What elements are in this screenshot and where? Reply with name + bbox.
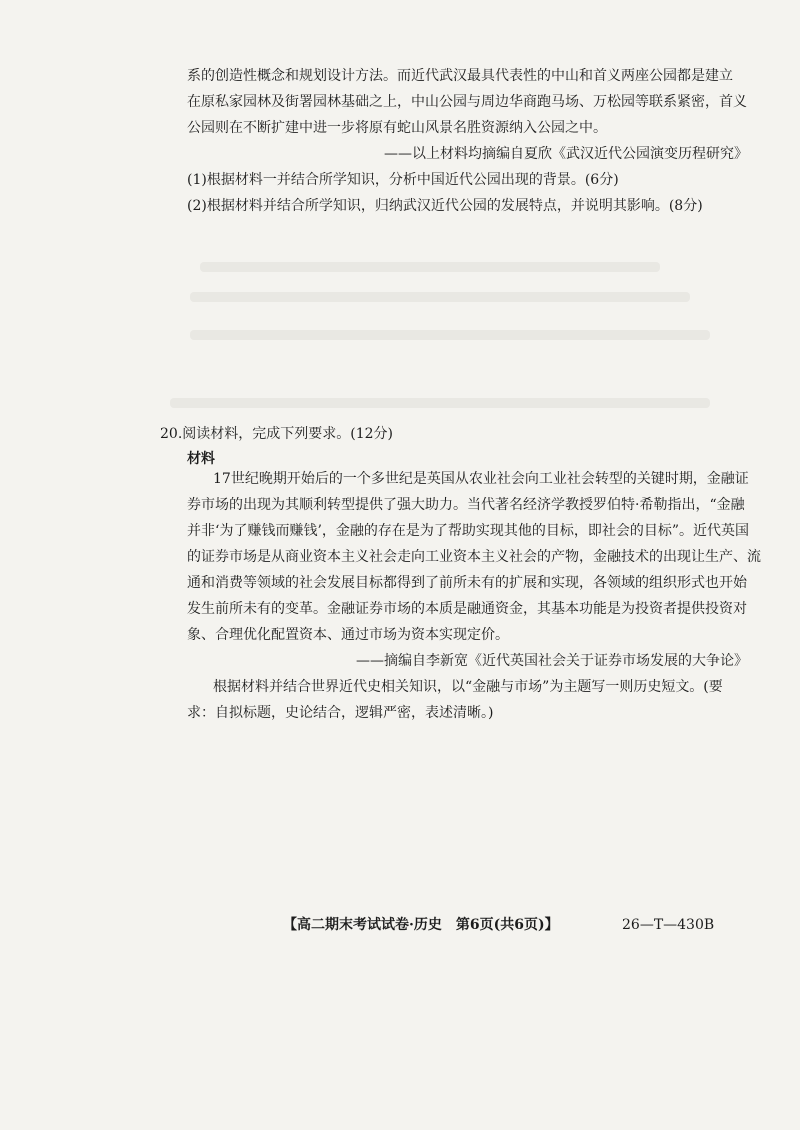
q19-text-line: 系的创造性概念和规划设计方法。而近代武汉最具代表性的中山和首义两座公园都是建立 bbox=[187, 68, 733, 84]
q20-task-line: 求：自拟标题，史论结合，逻辑严密，表述清晰。) bbox=[187, 705, 494, 721]
q19-source-citation: ——以上材料均摘编自夏欣《武汉近代公园演变历程研究》 bbox=[384, 146, 748, 162]
bleed-through bbox=[190, 292, 690, 302]
bleed-through bbox=[170, 398, 710, 408]
bleed-through bbox=[200, 262, 660, 272]
q20-text-line: 并非‘为了赚钱而赚钱’，金融的存在是为了帮助实现其他的目标，即社会的目标”。近代英国 bbox=[187, 523, 750, 539]
q20-title: 20.阅读材料，完成下列要求。(12分) bbox=[160, 426, 394, 442]
q20-text-line: 发生前所未有的变革。金融证券市场的本质是融通资金，其基本功能是为投资者提供投资对 bbox=[187, 601, 747, 617]
q20-text-line: 的证券市场是从商业资本主义社会走向工业资本主义社会的产物，金融技术的出现让生产、流 bbox=[187, 549, 761, 565]
q20-text-line: 17世纪晚期开始后的一个多世纪是英国从农业社会向工业社会转型的关键时期，金融证 bbox=[213, 471, 749, 487]
q20-text-line: 象、合理优化配置资本、通过市场为资本实现定价。 bbox=[187, 627, 509, 643]
q20-text-line: 通和消费等领域的社会发展目标都得到了前所未有的扩展和实现，各领域的组织形式也开始 bbox=[187, 575, 747, 591]
footer-code: 26—T—430B bbox=[622, 917, 715, 933]
q20-task-line: 根据材料并结合世界近代史相关知识，以“金融与市场”为主题写一则历史短文。(要 bbox=[213, 679, 723, 695]
q19-subquestion-2: (2)根据材料并结合所学知识，归纳武汉近代公园的发展特点，并说明其影响。(8分) bbox=[187, 198, 703, 214]
footer-title: 【高二期末考试试卷·历史 第6页(共6页)】 bbox=[283, 917, 559, 933]
q19-subquestion-1: (1)根据材料一并结合所学知识，分析中国近代公园出现的背景。(6分) bbox=[187, 172, 619, 188]
q19-text-line: 公园则在不断扩建中进一步将原有蛇山风景名胜资源纳入公园之中。 bbox=[187, 120, 607, 136]
q19-text-line: 在原私家园林及街署园林基础之上，中山公园与周边华商跑马场、万松园等联系紧密，首义 bbox=[187, 94, 747, 110]
q20-text-line: 券市场的出现为其顺利转型提供了强大助力。当代著名经济学教授罗伯特·希勒指出，“金融 bbox=[187, 497, 745, 513]
bleed-through bbox=[190, 330, 710, 340]
q20-source-citation: ——摘编自李新宽《近代英国社会关于证券市场发展的大争论》 bbox=[356, 653, 748, 669]
q20-material-label: 材料 bbox=[187, 451, 215, 467]
